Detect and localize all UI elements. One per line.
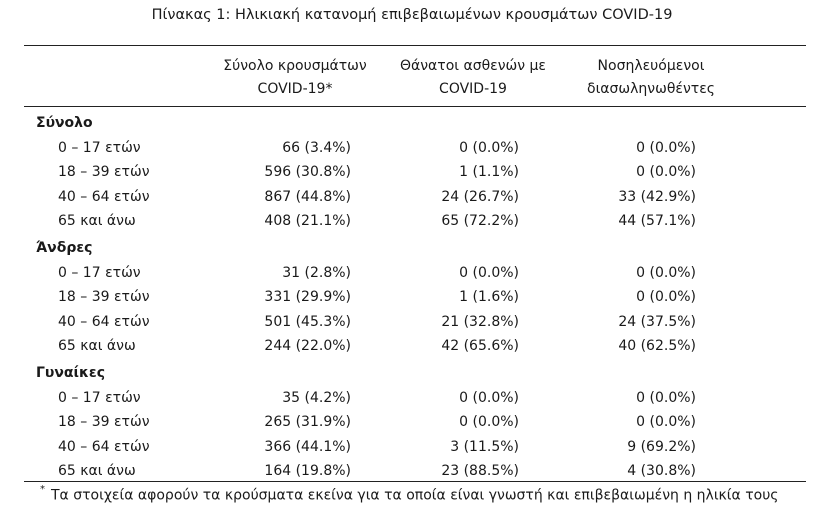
deaths-cell: 23 (88.5%) <box>441 463 519 479</box>
age-group-label: 40 – 64 ετών <box>58 188 150 205</box>
age-group-label: 18 – 39 ετών <box>58 289 150 305</box>
deaths-cell: 3 (11.5%) <box>450 438 519 455</box>
total-cases-cell: 66 (3.4%) <box>282 139 351 156</box>
total-cases-cell: 31 (2.8%) <box>282 264 351 281</box>
deaths-cell: 0 (0.0%) <box>459 264 519 281</box>
table-row <box>0 310 824 334</box>
intubated-cell: 0 (0.0%) <box>636 414 696 430</box>
section-title: Γυναίκες <box>36 365 106 381</box>
header-total-cases <box>200 55 390 101</box>
intubated-cell: 33 (42.9%) <box>618 188 696 205</box>
table-row <box>0 435 824 459</box>
intubated-cell: 0 (0.0%) <box>636 289 696 305</box>
deaths-cell: 0 (0.0%) <box>459 389 519 406</box>
section-title: Άνδρες <box>36 240 93 256</box>
deaths-cell: 1 (1.6%) <box>459 289 519 305</box>
header-intubated-line2: διασωληνωθέντες <box>587 81 715 97</box>
deaths-cell: 1 (1.1%) <box>459 164 519 180</box>
header-intubated <box>556 55 746 101</box>
header-intubated-line1: Νοσηλευόμενοι <box>597 58 705 74</box>
age-group-label: 0 – 17 ετών <box>58 264 141 281</box>
header-total-cases-line1: Σύνολο κρουσμάτων <box>223 58 367 74</box>
total-cases-cell: 35 (4.2%) <box>282 389 351 406</box>
intubated-cell: 4 (30.8%) <box>627 463 696 479</box>
table-row <box>0 410 824 434</box>
total-cases-cell: 501 (45.3%) <box>264 313 351 330</box>
table-row <box>0 459 824 483</box>
intubated-cell: 0 (0.0%) <box>636 139 696 156</box>
header-total-cases-line2: COVID-19* <box>257 81 333 97</box>
total-cases-cell: 408 (21.1%) <box>264 213 351 229</box>
table-row <box>0 386 824 410</box>
total-cases-cell: 164 (19.8%) <box>264 463 351 479</box>
total-cases-cell: 265 (31.9%) <box>264 414 351 430</box>
deaths-cell: 21 (32.8%) <box>441 313 519 330</box>
intubated-cell: 24 (37.5%) <box>618 313 696 330</box>
age-group-label: 65 και άνω <box>58 338 136 354</box>
intubated-cell: 9 (69.2%) <box>627 438 696 455</box>
total-cases-cell: 331 (29.9%) <box>264 289 351 305</box>
intubated-cell: 0 (0.0%) <box>636 264 696 281</box>
table-row <box>0 261 824 285</box>
deaths-cell: 0 (0.0%) <box>459 139 519 156</box>
total-cases-cell: 596 (30.8%) <box>264 164 351 180</box>
age-group-label: 40 – 64 ετών <box>58 313 150 330</box>
top-rule <box>24 45 806 46</box>
header-deaths-line2: COVID-19 <box>439 81 507 97</box>
table-caption: Πίνακας 1: Ηλικιακή κατανομή επιβεβαιωμένων κρουσμάτων COVID-19 <box>151 7 673 23</box>
section-header-row <box>0 236 824 260</box>
deaths-cell: 65 (72.2%) <box>441 213 519 229</box>
total-cases-cell: 244 (22.0%) <box>264 338 351 354</box>
total-cases-cell: 366 (44.1%) <box>264 438 351 455</box>
section-title: Σύνολο <box>36 115 93 131</box>
intubated-cell: 0 (0.0%) <box>636 389 696 406</box>
table-row <box>0 334 824 358</box>
section-header-row <box>0 111 824 135</box>
table-row <box>0 185 824 209</box>
intubated-cell: 0 (0.0%) <box>636 164 696 180</box>
footnote-marker: * <box>40 484 45 495</box>
table-row <box>0 209 824 233</box>
age-group-label: 18 – 39 ετών <box>58 414 150 430</box>
age-group-label: 65 και άνω <box>58 213 136 229</box>
deaths-cell: 0 (0.0%) <box>459 414 519 430</box>
bottom-rule <box>24 481 806 482</box>
table-row <box>0 285 824 309</box>
section-header-row <box>0 361 824 385</box>
header-rule <box>24 106 806 107</box>
deaths-cell: 42 (65.6%) <box>441 338 519 354</box>
footnote-text: Τα στοιχεία αφορούν τα κρούσματα εκείνα για τα οποία είναι γνωστή και επιβεβαιωμένη η ηλικία τους <box>51 487 779 504</box>
deaths-cell: 24 (26.7%) <box>441 188 519 205</box>
intubated-cell: 40 (62.5%) <box>618 338 696 354</box>
footnote <box>40 486 779 504</box>
header-deaths <box>378 55 568 101</box>
age-group-label: 0 – 17 ετών <box>58 139 141 156</box>
header-deaths-line1: Θάνατοι ασθενών με <box>399 58 546 74</box>
table-row <box>0 136 824 160</box>
age-group-label: 18 – 39 ετών <box>58 164 150 180</box>
age-group-label: 40 – 64 ετών <box>58 438 150 455</box>
total-cases-cell: 867 (44.8%) <box>264 188 351 205</box>
intubated-cell: 44 (57.1%) <box>618 213 696 229</box>
table-row <box>0 160 824 184</box>
age-group-label: 0 – 17 ετών <box>58 389 141 406</box>
age-group-label: 65 και άνω <box>58 463 136 479</box>
